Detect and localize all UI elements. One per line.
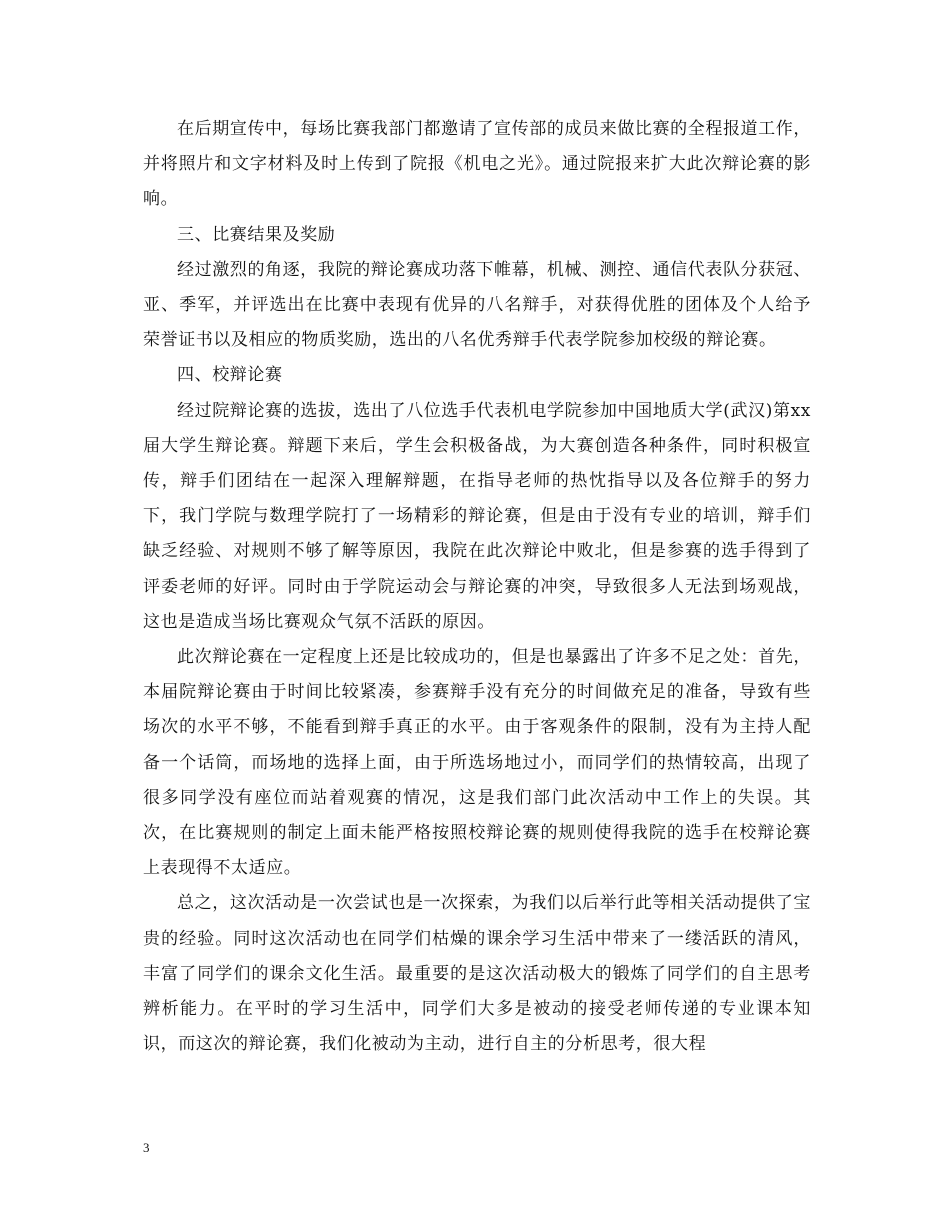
paragraph-shortcomings: 此次辩论赛在一定程度上还是比较成功的，但是也暴露出了许多不足之处：首先，本届院辩论赛由于时间比较紧凑，参赛辩手没有充分的时间做充足的准备，导致有些场次的水平不够，不能看到辩手真正的水平。由于客观条件的限制，没有为主持人配备一个话筒，而场地的选择上面，由于所选场地过小，而同学们的热情较高，出现了很多同学没有座位而站着观赛的情况，这是我们部门此次活动中工作上的失误。其次，在比赛规则的制定上面未能严格按照校辩论赛的规则使得我院的选手在校辩论赛上表现得不太适应。 (143, 647, 811, 879)
document-body (143, 112, 811, 1062)
paragraph-results: 经过激烈的角逐，我院的辩论赛成功落下帷幕，机械、测控、通信代表队分获冠、亚、季军，并评选出在比赛中表现有优异的八名辩手，对获得优胜的团体及个人给予荣誉证书以及相应的物质奖励，选出的八名优秀辩手代表学院参加校级的辩论赛。 (143, 259, 811, 351)
section-heading-results: 三、比赛结果及奖励 (177, 224, 336, 245)
paragraph-publicity: 在后期宣传中，每场比赛我部门都邀请了宣传部的成员来做比赛的全程报道工作，并将照片和文字材料及时上传到了院报《机电之光》。通过院报来扩大此次辩论赛的影响。 (143, 119, 811, 210)
section-heading-school-debate: 四、校辩论赛 (177, 365, 283, 386)
paragraph-conclusion: 总之，这次活动是一次尝试也是一次探索，为我们以后举行此等相关活动提供了宝贵的经验。同时这次活动也在同学们枯燥的课余学习生活中带来了一缕活跃的清风，丰富了同学们的课余文化生活。最重要的是这次活动极大的锻炼了同学们的自主思考辨析能力。在平时的学习生活中，同学们大多是被动的接受老师传递的专业课本知识，而这次的辩论赛，我们化被动为主动，进行自主的分析思考，很大程 (143, 893, 811, 1055)
paragraph-school-debate: 经过院辩论赛的选拔，选出了八位选手代表机电学院参加中国地质大学(武汉)第xx届大学生辩论赛。辩题下来后，学生会积极备战，为大赛创造各种条件，同时积极宣传，辩手们团结在一起深入理解辩题，在指导老师的热忱指导以及各位辩手的努力下，我门学院与数理学院打了一场精彩的辩论赛，但是由于没有专业的培训，辩手们缺乏经验、对规则不够了解等原因，我院在此次辩论中败北，但是参赛的选手得到了评委老师的好评。同时由于学院运动会与辩论赛的冲突，导致很多人无法到场观战，这也是造成当场比赛观众气氛不活跃的原因。 (143, 400, 811, 632)
page-number: 3 (143, 1140, 150, 1155)
